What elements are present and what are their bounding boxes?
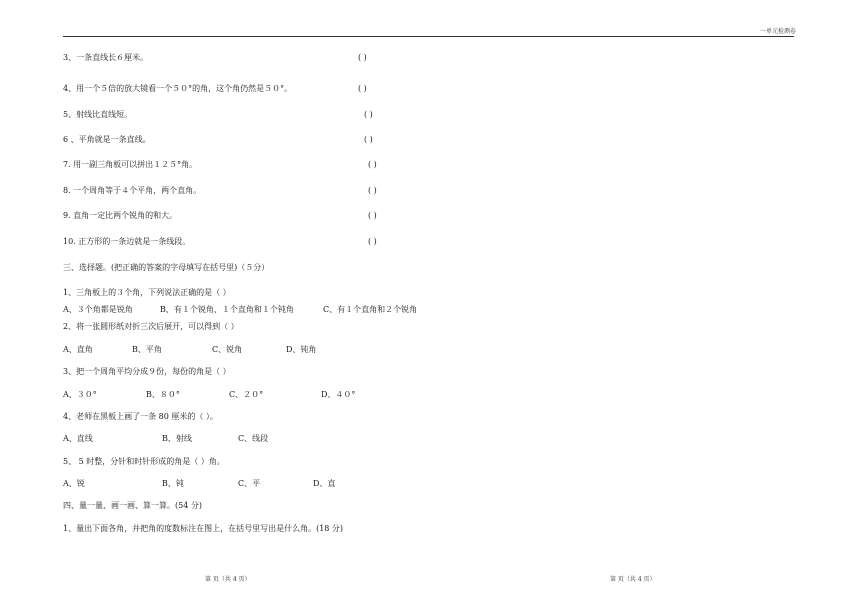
choice-q2-option-b: B、平角 (132, 345, 162, 354)
choice-q3-option-a: A、３０° (63, 390, 97, 399)
judge-answer-9[interactable]: ( ) (368, 211, 377, 220)
section-4-title: 四、量一量、画一画、算一算。(54 分) (63, 501, 202, 510)
judge-item-7: 7. 用一副三角板可以拼出１２５°角。 (63, 160, 198, 169)
judge-item-5: 5、射线比直线短。 (63, 110, 133, 119)
choice-q2-option-d: D、钝角 (286, 345, 317, 354)
judge-answer-3[interactable]: ( ) (358, 53, 367, 62)
judge-item-6: 6 、平角就是一条直线。 (63, 135, 151, 144)
judge-answer-8[interactable]: ( ) (368, 186, 377, 195)
choice-q5-option-c: C、平 (238, 479, 261, 488)
choice-q5-stem: 5、 5 时整，分针和时针形成的角是（ ）角。 (63, 457, 225, 466)
choice-q3-option-c: C、２０° (229, 390, 264, 399)
choice-q4-option-c: C、线段 (238, 434, 269, 443)
choice-q3-option-d: D、４０° (321, 390, 356, 399)
judge-item-9: 9. 直角一定比两个锐角的和大。 (63, 211, 178, 220)
judge-item-8: 8. 一个周角等于４个平角，两个直角。 (63, 186, 202, 195)
judge-item-10: 10. 正方形的一条边就是一条线段。 (63, 237, 191, 246)
choice-q5-option-b: B、钝 (162, 479, 184, 488)
judge-item-4: 4、用一个５倍的放大镜看一个５０°的角，这个角仍然是５０°。 (63, 84, 293, 93)
judge-answer-10[interactable]: ( ) (368, 237, 377, 246)
choice-q2-option-c: C、锐角 (212, 345, 243, 354)
choice-q2-option-a: A、直角 (63, 345, 93, 354)
judge-answer-6[interactable]: ( ) (364, 135, 373, 144)
choice-q5-option-d: D、直 (313, 479, 336, 488)
header-title: 一单元检测卷 (759, 28, 796, 35)
judge-answer-7[interactable]: ( ) (368, 160, 377, 169)
choice-q2-stem: 2、将一张圆形纸对折三次后展开，可以得到（ ） (63, 322, 239, 331)
footer-page-left: 第 页（共 4 页） (205, 576, 251, 583)
choice-q5-option-a: A、锐 (63, 479, 85, 488)
judge-answer-5[interactable]: ( ) (364, 110, 373, 119)
header-rule (63, 36, 794, 37)
footer-page-right: 第 页（共 4 页） (610, 576, 656, 583)
choice-q4-option-b: B、射线 (162, 434, 192, 443)
judge-item-3: 3、一条直线长６厘米。 (63, 53, 149, 62)
choice-q1-option-c: C、有１个直角和２个锐角 (323, 305, 418, 314)
choice-q1-option-a: A、３个角都是锐角 (63, 305, 133, 314)
choice-q1-stem: 1、三角板上的３个角，下列说法正确的是（ ） (63, 288, 231, 297)
choice-q4-option-a: A、直线 (63, 434, 93, 443)
choice-q3-option-b: B、８０° (146, 390, 180, 399)
judge-answer-4[interactable]: ( ) (358, 84, 367, 93)
choice-q1-option-b: B、有１个锐角、１个直角和１个钝角 (160, 305, 294, 314)
choice-q3-stem: 3、把一个周角平均分成９份，每份的角是（ ） (63, 367, 231, 376)
choice-q4-stem: 4、老师在黑板上画了一条 80 厘米的（ ）。 (63, 412, 218, 421)
section-4-q1: 1、量出下面各角，并把角的度数标注在图上，在括号里写出是什么角。(18 分) (63, 524, 344, 533)
section-3-title: 三、选择题。(把正确的答案的字母填写在括号里)（５分） (63, 263, 270, 272)
